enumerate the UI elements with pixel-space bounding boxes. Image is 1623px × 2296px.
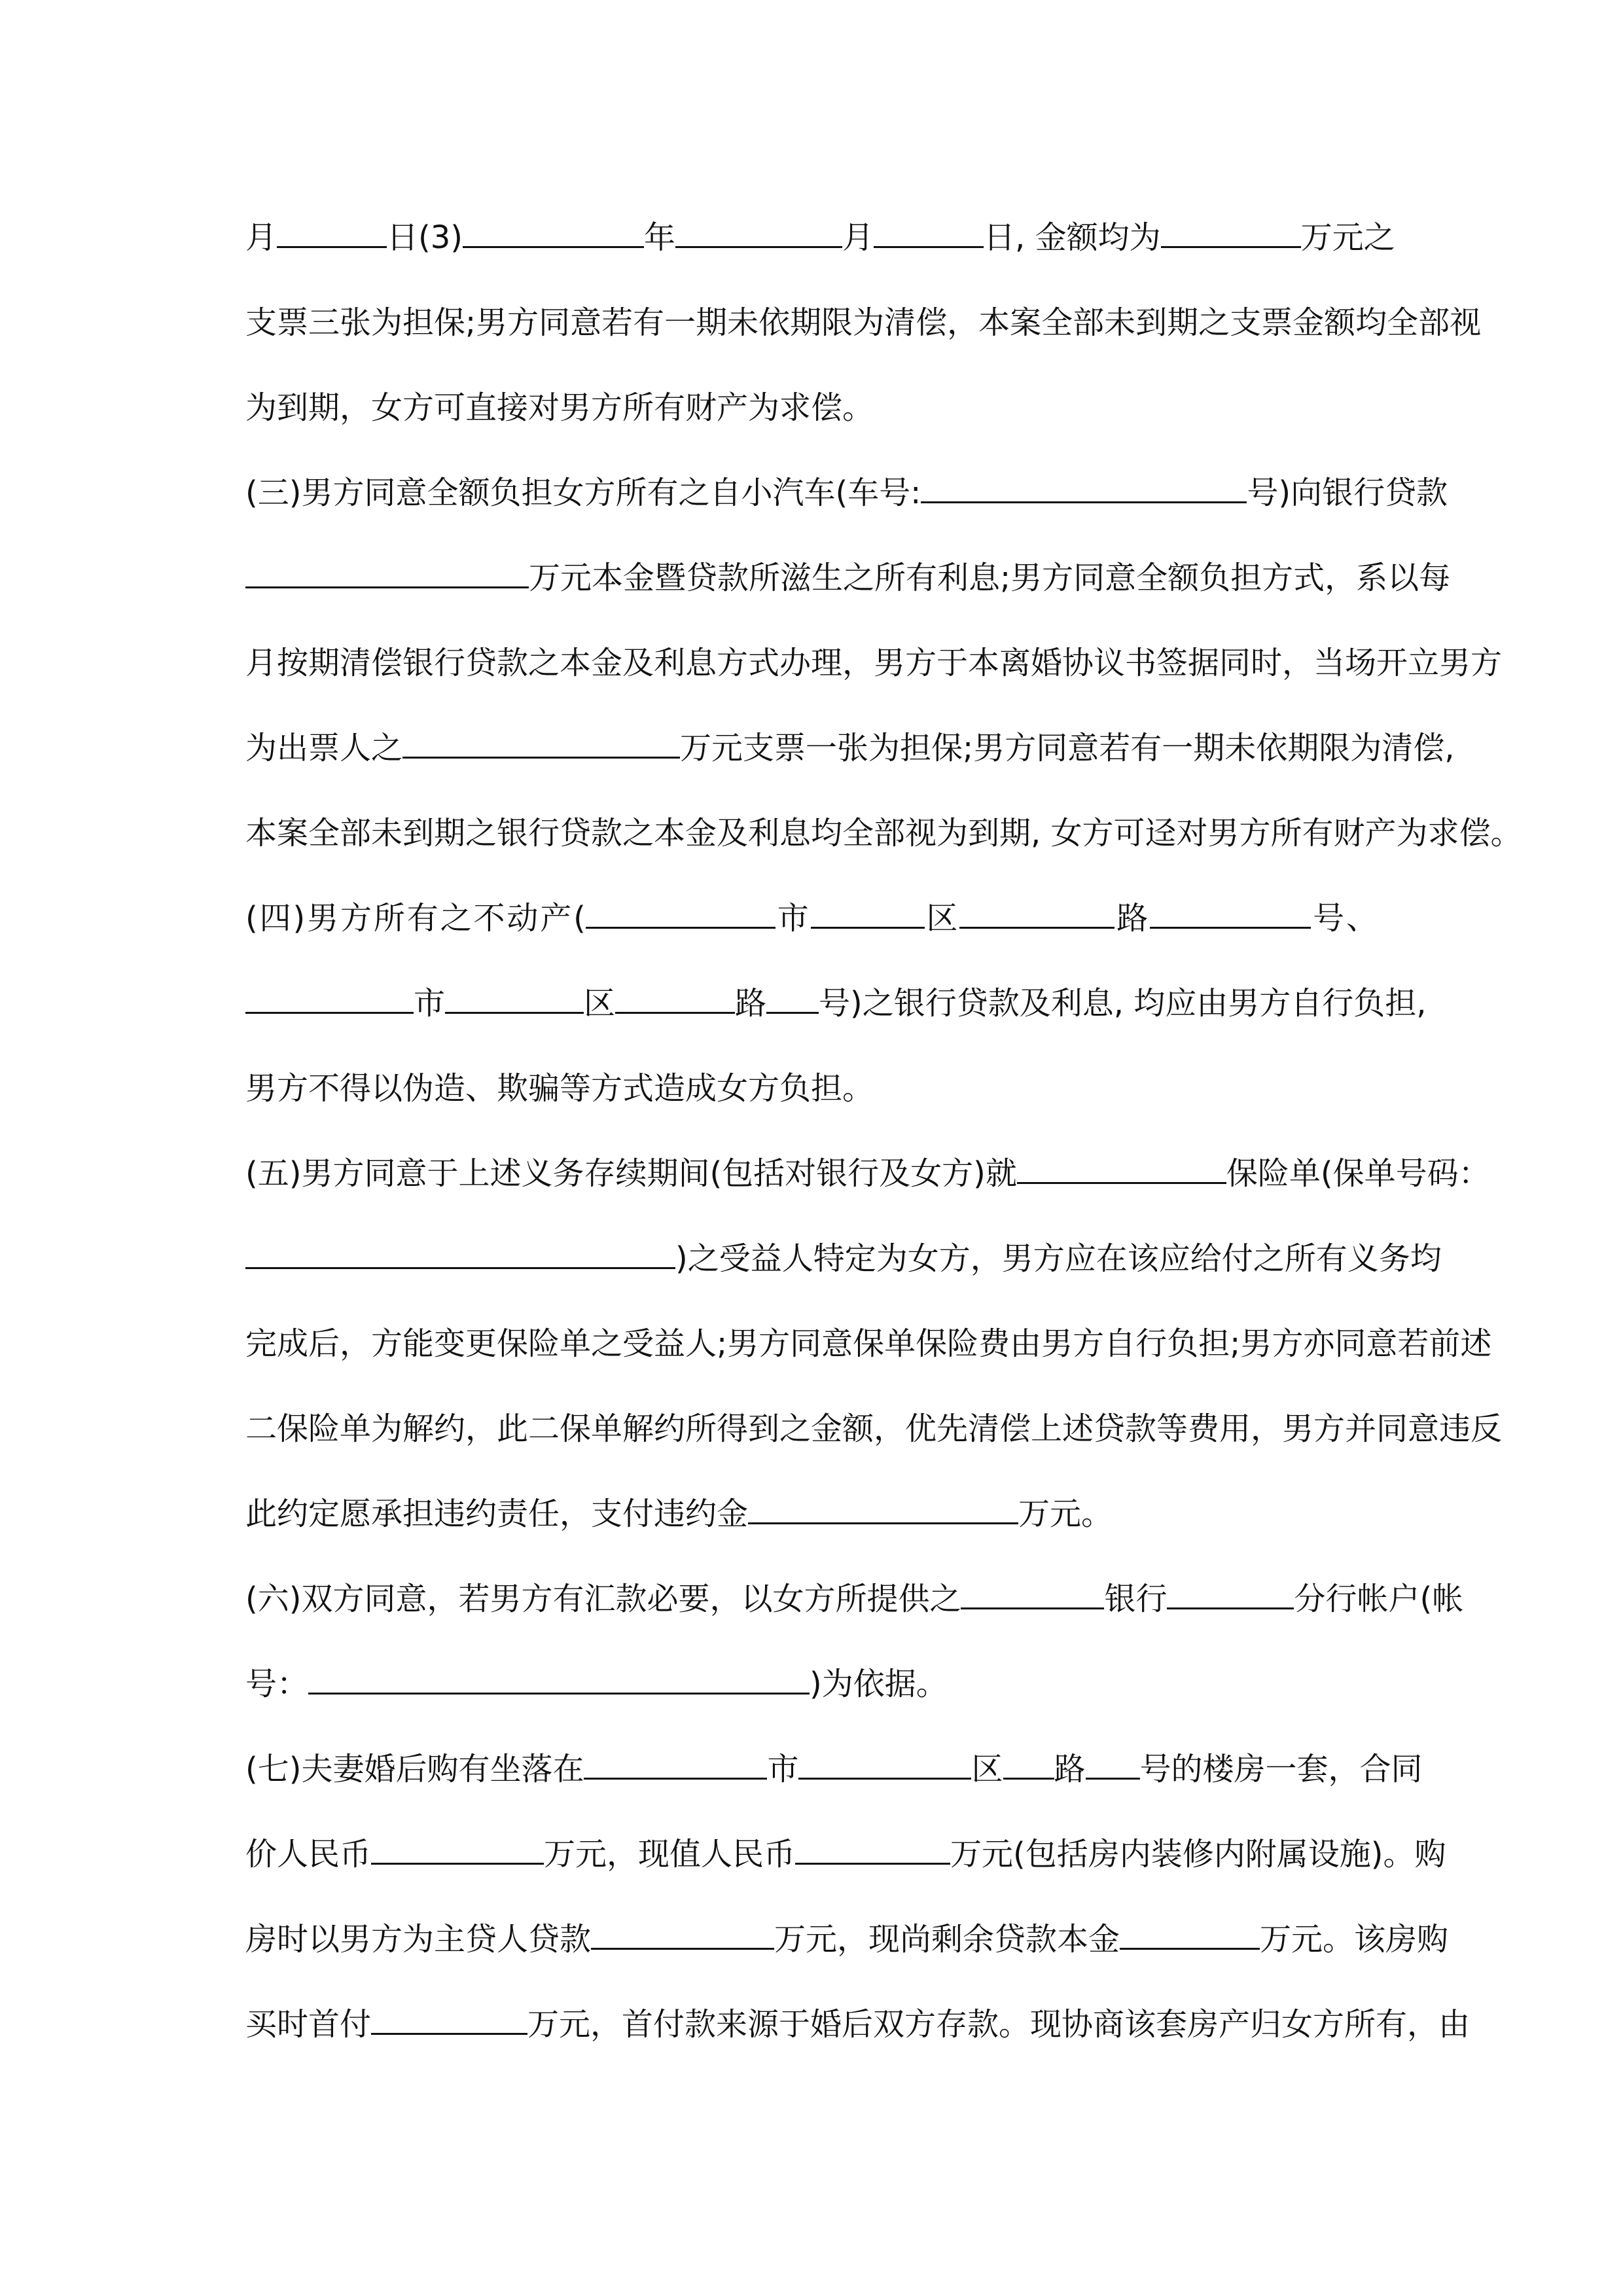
text: 万元，现值人民币 <box>544 1836 796 1873</box>
text: 银行 <box>1104 1581 1168 1617</box>
blank-field[interactable] <box>874 217 984 248</box>
text: 月按期清偿银行贷款之本金及利息方式办理，男方于本离婚协议书签据同时，当场开立男方 <box>245 645 1503 681</box>
text: 为出票人之 <box>245 730 403 766</box>
blank-field[interactable] <box>402 728 680 759</box>
text: 支票三张为担保;男方同意若有一期未依期限为清偿，本案全部未到期之支票金额均全部视 <box>245 304 1482 341</box>
blank-field[interactable] <box>586 898 776 929</box>
text: 万元，现尚剩余贷款本金 <box>774 1921 1120 1958</box>
text: 为到期，女方可直接对男方所有财产为求偿。 <box>245 389 874 426</box>
blank-field[interactable] <box>371 2004 527 2035</box>
blank-field[interactable] <box>277 217 387 248</box>
text: 万元本金暨贷款所滋生之所有利息;男方同意全额负担方式，系以每 <box>529 560 1451 596</box>
text-line <box>245 640 1503 686</box>
blank-field[interactable] <box>921 473 1247 503</box>
blank-field[interactable] <box>1120 1919 1260 1950</box>
text: 号)之银行贷款及利息, 均应由男方自行负担, <box>819 985 1427 1022</box>
text: 分行帐户(帐 <box>1294 1581 1464 1617</box>
text-line <box>245 1066 1378 1111</box>
text-line <box>245 810 1522 856</box>
blank-field[interactable] <box>961 1579 1104 1609</box>
text-line <box>245 555 1451 601</box>
text: 万元之 <box>1300 219 1395 256</box>
blank-field[interactable] <box>308 1664 810 1695</box>
text: 路 <box>735 985 767 1022</box>
blank-field[interactable] <box>959 898 1115 929</box>
blank-field[interactable] <box>748 1494 1018 1524</box>
text-line <box>245 1576 1464 1622</box>
blank-field[interactable] <box>1003 1749 1054 1780</box>
text: 保险单(保单号码： <box>1226 1155 1490 1192</box>
text: 号、 <box>1311 900 1378 937</box>
text-line <box>245 1746 1423 1792</box>
text: 年 <box>644 219 676 256</box>
text: 路 <box>1115 900 1150 937</box>
text: 市 <box>767 1751 799 1787</box>
text: )之受益人特定为女方，男方应在该应给付之所有义务均 <box>675 1240 1442 1277</box>
text-line <box>245 895 1378 941</box>
text: 买时首付 <box>245 2006 372 2043</box>
blank-field[interactable] <box>445 983 584 1014</box>
blank-field[interactable] <box>584 1749 767 1780</box>
text-line <box>245 1916 1449 1962</box>
text: 价人民币 <box>245 1836 372 1873</box>
text-line <box>245 1236 1442 1282</box>
text-line <box>245 2001 1471 2047</box>
text: 二保险单为解约，此二保单解约所得到之金额，优先清偿上述贷款等费用，男方并同意违反 <box>245 1410 1503 1447</box>
text: 号： <box>245 1666 309 1702</box>
text-line <box>245 1661 1378 1707</box>
text: 月 <box>842 219 874 256</box>
text: 路 <box>1054 1751 1086 1787</box>
text-line <box>245 1151 1490 1196</box>
text-line <box>245 1406 1503 1452</box>
text: 月 <box>245 219 277 256</box>
text: 万元，首付款来源于婚后双方存款。现协商该套房产归女方所有，由 <box>527 2006 1471 2043</box>
text-line <box>245 470 1448 516</box>
text: 万元。 <box>1018 1496 1113 1532</box>
text: 市 <box>775 900 811 937</box>
text: 日(3) <box>387 219 463 256</box>
text: (五)男方同意于上述义务存续期间(包括对银行及女方)就 <box>245 1155 1017 1192</box>
blank-field[interactable] <box>1161 217 1301 248</box>
blank-field[interactable] <box>795 1834 950 1865</box>
blank-field[interactable] <box>798 1749 971 1780</box>
text: 区 <box>584 985 616 1022</box>
blank-field[interactable] <box>1150 898 1311 929</box>
blank-field[interactable] <box>463 217 644 248</box>
text: 本案全部未到期之银行贷款之本金及利息均全部视为到期, 女方可迳对男方所有财产为求偿。 <box>245 815 1522 852</box>
text: (四)男方所有之不动产( <box>245 900 586 937</box>
text-line <box>245 385 1378 431</box>
blank-field[interactable] <box>591 1919 774 1950</box>
text: 男方不得以伪造、欺骗等方式造成女方负担。 <box>245 1070 874 1107</box>
text: 完成后，方能变更保险单之受益人;男方同意保单保险费由男方自行负担;男方亦同意若前述 <box>245 1325 1492 1362</box>
text-line <box>245 980 1427 1026</box>
text: 区 <box>971 1751 1003 1787</box>
text: (七)夫妻婚后购有坐落在 <box>245 1751 584 1787</box>
blank-field[interactable] <box>371 1834 544 1865</box>
text-line <box>245 300 1482 346</box>
text-line <box>245 1491 1378 1537</box>
blank-field[interactable] <box>1017 1153 1226 1184</box>
text-line <box>245 1321 1492 1367</box>
text: 区 <box>924 900 960 937</box>
blank-field[interactable] <box>811 898 925 929</box>
text: 此约定愿承担违约责任，支付违约金 <box>245 1496 749 1532</box>
blank-field[interactable] <box>1086 1749 1140 1780</box>
text: 号的楼房一套，合同 <box>1139 1751 1423 1787</box>
text: (三)男方同意全额负担女方所有之自小汽车(车号: <box>245 475 921 511</box>
text: 市 <box>414 985 446 1022</box>
text: 万元。该房购 <box>1260 1921 1449 1958</box>
text-line <box>245 215 1395 260</box>
blank-field[interactable] <box>766 983 819 1014</box>
blank-field[interactable] <box>245 1238 675 1269</box>
text-line <box>245 725 1455 771</box>
blank-field[interactable] <box>615 983 735 1014</box>
text: 万元(包括房内装修内附属设施)。购 <box>950 1836 1446 1873</box>
text: )为依据。 <box>810 1666 948 1702</box>
text: 号)向银行贷款 <box>1247 475 1448 511</box>
text: 万元支票一张为担保;男方同意若有一期未依期限为清偿, <box>680 730 1455 766</box>
text: (六)双方同意，若男方有汇款必要，以女方所提供之 <box>245 1581 961 1617</box>
text: 日, 金额均为 <box>984 219 1161 256</box>
blank-field[interactable] <box>245 983 414 1014</box>
text: 房时以男方为主贷人贷款 <box>245 1921 592 1958</box>
blank-field[interactable] <box>675 217 842 248</box>
text-line <box>245 1831 1446 1877</box>
blank-field[interactable] <box>1167 1579 1294 1609</box>
blank-field[interactable] <box>245 558 529 588</box>
